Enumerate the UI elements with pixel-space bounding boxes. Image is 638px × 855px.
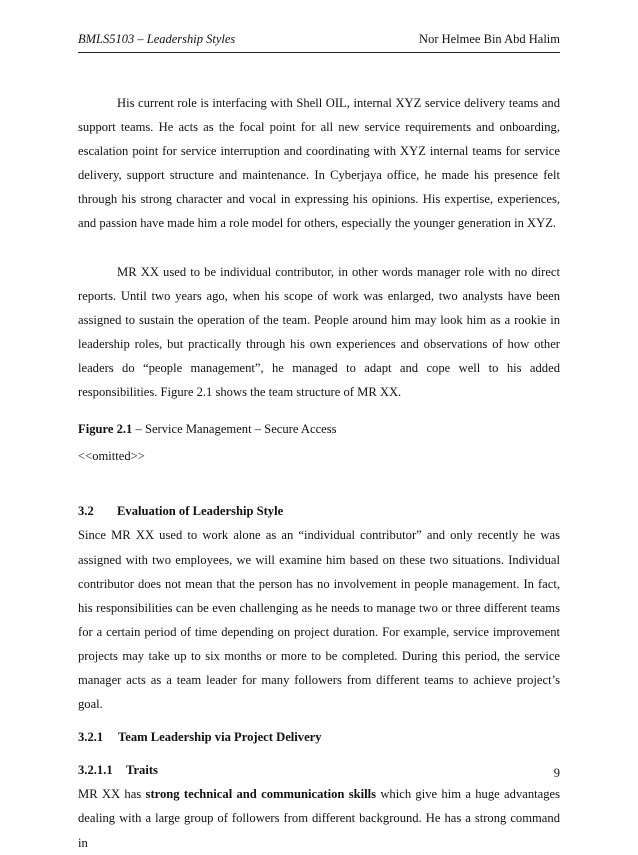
paragraph-current-role: His current role is interfacing with Shell OIL, internal XYZ service delivery teams and support teams. He acts as the focal point for all new service requirements and onboarding, escalation point for service interruption and coordinating with XYZ internal teams for service delivery, support structure and maintenance. In Cyberjaya office, he made his presence felt through his strong character and vocal in expressing his opinions. His expertise, experiences, and passion have made him a role model for others, especially the younger generation in XYZ. xyxy=(78,96,560,231)
section-title: Evaluation of Leadership Style xyxy=(117,504,284,519)
paragraph-individual-contributor: MR XX used to be individual contributor, in other words manager role with no direct reports. Until two years ago, when his scope of work was enlarged, two analysts have been assigned to sustain the operation of the team. People around him may look him as a rookie in leadership roles, but practically through his own experiences and observations of how other leaders do “people management”, he managed to adapt and cope well to his added responsibilities. Figure 2.1 shows the team structure of MR XX. xyxy=(78,264,560,400)
page-number: 9 xyxy=(553,766,560,780)
section-number: 3.2.1 xyxy=(78,730,104,745)
header-author: Nor Helmee Bin Abd Halim xyxy=(419,32,560,46)
traits-text-start: MR XX has xyxy=(78,787,146,802)
paragraph-evaluation: Since MR XX used to work alone as an “individual contributor” and only recently he was assigned with two employees, we will examine him based on these two situations. Individual contributor does not mean that the person has no involvement in people management. In fact, his responsibilities can be even challenging as he needs to manage two or three different teams for a certain period of time depending on project duration. For example, service improvement projects may take up to six months or more to be completed. During this period, the service manager acts as a team leader for many followers from different teams to achieve project’s goal. xyxy=(78,528,560,712)
figure-caption xyxy=(78,417,560,441)
figure-label: Figure 2.1 xyxy=(78,422,133,437)
section-number: 3.2.1.1 xyxy=(78,763,113,778)
header-course-title: BMLS5103 – Leadership Styles xyxy=(78,32,236,46)
document-body xyxy=(78,91,560,855)
page-header xyxy=(78,30,560,53)
section-number: 3.2 xyxy=(78,504,94,519)
figure-omitted-placeholder: <<omitted>> xyxy=(78,449,145,464)
section-heading-3-2-1 xyxy=(78,725,560,749)
traits-text-end: which give him a huge advantages dealing with a large group of followers from different background. He has a strong command in xyxy=(78,787,560,850)
paragraph-traits xyxy=(78,782,560,854)
section-heading-3-2 xyxy=(78,499,560,523)
section-title: Traits xyxy=(126,763,158,778)
section-title: Team Leadership via Project Delivery xyxy=(118,730,322,745)
section-heading-3-2-1-1 xyxy=(78,758,560,782)
traits-text-emphasis: strong technical and communication skills xyxy=(145,787,377,802)
figure-caption-text: – Service Management – Secure Access xyxy=(132,422,337,437)
